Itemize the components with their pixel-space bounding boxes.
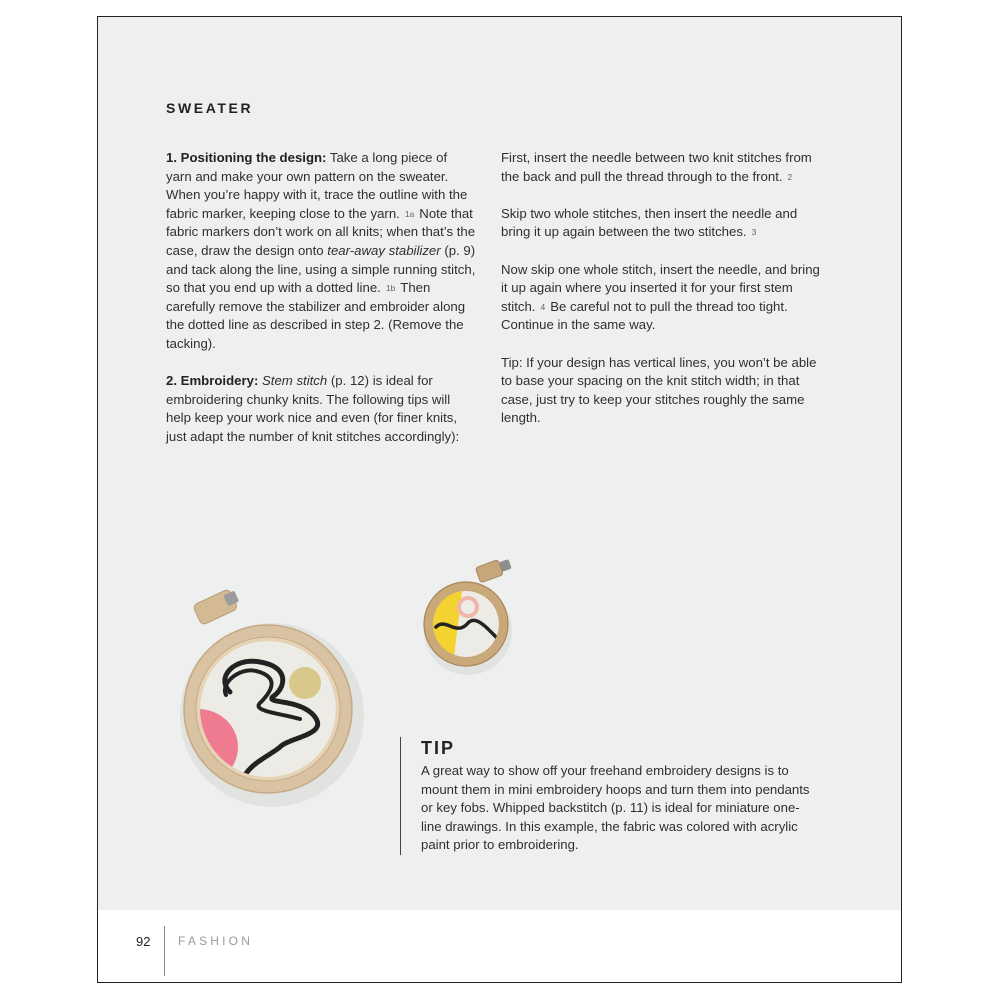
step-embroidery-paragraph (166, 372, 476, 446)
footer-divider (164, 926, 165, 976)
gold-paint-dot (289, 667, 321, 699)
step-2-italic: Stem stitch (262, 373, 328, 389)
tip-box (400, 737, 820, 855)
step-positioning-paragraph (166, 149, 476, 354)
step-1-text-c: (p. 9) and tack along the line, using a simple running stitch, so that you end up with a dotted line. (166, 242, 476, 296)
instruction-3-text-a: Now skip one whole stitch, insert the needle, and bring it up again where you inserted it for your first stem stitch. (501, 261, 820, 314)
step-2-label: 2. Embroidery: (166, 373, 259, 389)
left-column (166, 149, 476, 465)
photo-ref-1b: 1b (385, 283, 396, 294)
small-embroidered-fabric (433, 591, 499, 657)
tip-note: Tip: If your design has vertical lines, you won’t be able to base your spacing on the knit stitch width; in that case, just try to keep your stitches roughly the same length. (501, 354, 817, 426)
photo-ref-1a: 1a (404, 208, 415, 219)
small-hoop-photo (416, 547, 526, 677)
instruction-2-text: Skip two whole stitches, then insert the needle and bring it up again between the two stitches. (501, 205, 798, 240)
step-1-text-a: Take a long piece of yarn and make your own pattern on the sweater. When you’re happy with it, trace the outline with the fabric marker, keeping close to the yarn. (166, 150, 468, 221)
instruction-1-text: First, insert the needle between two knit stitches from the back and pull the thread through to the front. (501, 150, 812, 184)
step-1-label: 1. Positioning the design: (166, 150, 327, 165)
small-hoop-clasp (475, 556, 512, 583)
book-page (97, 16, 902, 983)
instruction-3-text-b: Be careful not to pull the thread too tight. Continue in the same way. (501, 298, 788, 333)
instruction-1 (501, 149, 821, 186)
step-1-text-d: Then carefully remove the stabilizer and embroider along the dotted line as described in step 2. (Remove the tacking). (166, 280, 466, 351)
tip-heading: TIP (421, 738, 456, 758)
page-footer (98, 910, 901, 983)
tip-body: A great way to show off your freehand embroidery designs is to mount them in mini embroidery hoops and turn them into pendants or key fobs. Whipped backstitch (p. 11) is ideal for miniature one-line drawings. In this example, the fabric was colored with acrylic paint prior to embroidering. (421, 763, 810, 853)
hoop-clasp (193, 587, 242, 625)
instruction-2 (501, 205, 821, 242)
chapter-label: FASHION (178, 934, 254, 948)
instruction-3 (501, 261, 821, 335)
right-column (501, 149, 821, 447)
step-1-text-b: Note that fabric markers don’t work on all knits; when that’s the case, draw the design onto (166, 205, 476, 258)
step-1-italic: tear-away stabilizer (327, 242, 441, 258)
section-heading: SWEATER (166, 100, 254, 116)
large-hoop-photo (160, 587, 380, 817)
step-2-text: (p. 12) is ideal for embroidering chunky knits. The following tips will help keep your work nice and even (for finer knits, just adapt the number of knit stitches accordingly): (166, 373, 460, 444)
photo-ref-3: 3 (751, 227, 757, 238)
photo-ref-4: 4 (540, 301, 546, 312)
page-number: 92 (136, 934, 151, 949)
photo-ref-2: 2 (787, 171, 793, 182)
